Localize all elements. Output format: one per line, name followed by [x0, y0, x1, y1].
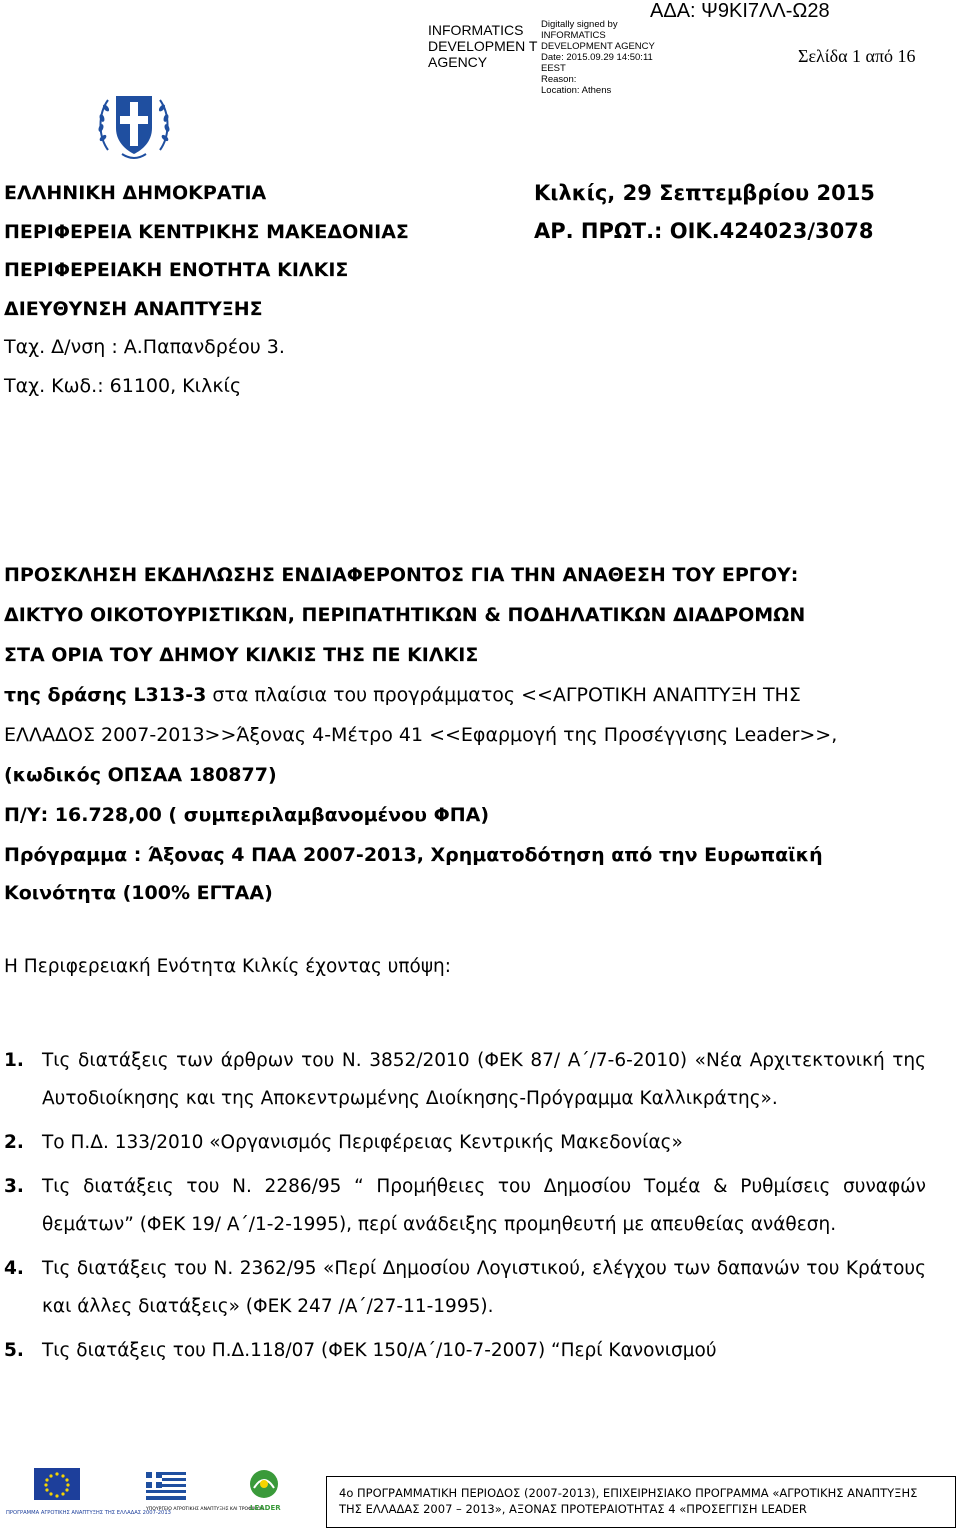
signature-line: Digitally signed by — [541, 19, 618, 30]
title-line: (κωδικός ΟΠΣΑΑ 180877) — [4, 764, 277, 786]
logo1-caption: ΠΡΟΓΡΑΜΜΑ ΑΓΡΟΤΙΚΗΣ ΑΝΑΠΤΥΞΗΣ ΤΗΣ ΕΛΛΑΔΑΣ 2007-2013 — [6, 1510, 171, 1516]
action-code: της δράσης L313-3 — [4, 684, 207, 706]
item-number: 1. — [4, 1050, 24, 1071]
invitation-title — [4, 555, 944, 911]
greek-flag-icon — [146, 1472, 186, 1500]
sender-block — [4, 174, 484, 405]
signature-line: Location: Athens — [541, 85, 612, 96]
signature-line: Date: 2015.09.29 14:50:11 — [541, 52, 653, 63]
signature-line: INFORMATICS — [541, 30, 606, 41]
signature-line: Reason: — [541, 74, 577, 85]
considering-intro: Η Περιφερειακή Ενότητα Κιλκίς έχοντας υπόψη: — [4, 956, 452, 977]
greek-emblem-icon — [94, 88, 174, 164]
logo3-caption: LEADER — [250, 1504, 281, 1512]
signer-name: INFORMATICS DEVELOPMEN T AGENCY — [428, 22, 538, 70]
sender-line: ΔΙΕΥΘΥΝΣΗ ΑΝΑΠΤΥΞΗΣ — [4, 297, 263, 320]
signature-line: EEST — [541, 63, 566, 74]
footer-line: 4ο ΠΡΟΓΡΑΜΜΑΤΙΚΗ ΠΕΡΙΟΔΟΣ (2007-2013), ΕΠΙΧΕΙΡΗΣΙΑΚΟ ΠΡΟΓΡΑΜΜΑ «ΑΓΡΟΤΙΚΗΣ ΑΝΑΠΤΥΞΗΣ — [339, 1486, 918, 1500]
list-item — [4, 1168, 926, 1244]
list-item — [4, 1124, 926, 1162]
list-item — [4, 1042, 926, 1118]
item-text: Το Π.Δ. 133/2010 «Οργανισμός Περιφέρειας Κεντρικής Μακεδονίας» — [42, 1132, 683, 1153]
eu-flag-icon — [34, 1468, 80, 1500]
date-protocol-block — [534, 174, 875, 250]
item-number: 5. — [4, 1340, 24, 1361]
title-line: ΠΡΟΣΚΛΗΣΗ ΕΚΔΗΛΩΣΗΣ ΕΝΔΙΑΦΕΡΟΝΤΟΣ ΓΙΑ ΤΗΝ ΑΝΑΘΕΣΗ ΤΟΥ ΕΡΓΟΥ: — [4, 564, 799, 586]
signature-details — [541, 19, 671, 96]
item-number: 4. — [4, 1258, 24, 1279]
budget-line: Π/Υ: 16.728,00 ( συμπεριλαμβανομένου ΦΠΑ) — [4, 804, 490, 826]
protocol-number: ΑΡ. ΠΡΩΤ.: ΟΙΚ.424023/3078 — [534, 219, 874, 243]
logo2-caption: ΥΠΟΥΡΓΕΙΟ ΑΓΡΟΤΙΚΗΣ ΑΝΑΠΤΥΞΗΣ ΚΑΙ ΤΡΟΦΙΜΩΝ — [146, 1507, 264, 1512]
item-number: 2. — [4, 1132, 24, 1153]
page-number: Σελίδα 1 από 16 — [798, 46, 916, 66]
program-line: Κοινότητα (100% ΕΓΤΑΑ) — [4, 882, 273, 904]
signature-line: DEVELOPMENT AGENCY — [541, 41, 655, 52]
program-line: Πρόγραμμα : Άξονας 4 ΠΑΑ 2007-2013, Χρηματοδότηση από την Ευρωπαϊκή — [4, 844, 823, 866]
document-date: Κιλκίς, 29 Σεπτεμβρίου 2015 — [534, 181, 875, 205]
sender-line: ΠΕΡΙΦΕΡΕΙΑΚΗ ΕΝΟΤΗΤΑ ΚΙΛΚΙΣ — [4, 259, 349, 281]
footer-line: ΤΗΣ ΕΛΛΑΔΑΣ 2007 – 2013», ΑΞΟΝΑΣ ΠΡΟΤΕΡΑΙΟΤΗΤΑΣ 4 «ΠΡΟΣΕΓΓΙΣΗ LEADER — [339, 1502, 807, 1516]
title-line — [4, 675, 944, 715]
title-line: ΔΙΚΤΥΟ ΟΙΚΟΤΟΥΡΙΣΤΙΚΩΝ, ΠΕΡΙΠΑΤΗΤΙΚΩΝ & ΠΟΔΗΛΑΤΙΚΩΝ ΔΙΑΔΡΟΜΩΝ — [4, 604, 806, 626]
title-line: ΕΛΛΑΔΟΣ 2007-2013>>Άξονας 4-Μέτρο 41 <<Εφαρμογή της Προσέγγισης Leader>>, — [4, 724, 838, 746]
title-line: ΣΤΑ ΟΡΙΑ ΤΟΥ ΔΗΜΟΥ ΚΙΛΚΙΣ ΤΗΣ ΠΕ ΚΙΛΚΙΣ — [4, 644, 479, 666]
footer-program-box — [326, 1476, 956, 1528]
list-item — [4, 1250, 926, 1326]
program-text: στα πλαίσια του προγράμματος <<ΑΓΡΟΤΙΚΗ ΑΝΑΠΤΥΞΗ ΤΗΣ — [206, 684, 801, 706]
item-text: Τις διατάξεις των άρθρων του Ν. 3852/2010 (ΦΕΚ 87/ Α΄/7-6-2010) «Νέα Αρχιτεκτονική της Αυτοδιοίκησης και της Αποκεντρωμένης Διοίκησης-Πρόγραμμα Καλλικράτης». — [42, 1050, 926, 1109]
sender-line: ΕΛΛΗΝΙΚΗ ΔΗΜΟΚΡΑΤΙΑ — [4, 182, 267, 204]
sender-line: Ταχ. Δ/νση : Α.Παπανδρέου 3. — [4, 336, 285, 358]
item-text: Τις διατάξεις του Ν. 2286/95 “ Προμήθειες του Δημοσίου Τομέα & Ρυθμίσεις συναφών θεμάτων” (ΦΕΚ 19/ Α΄/1-2-1995), περί ανάδειξης προμηθευτή με απευθείας ανάθεση. — [42, 1176, 926, 1235]
item-number: 3. — [4, 1176, 24, 1197]
sender-line: Ταχ. Κωδ.: 61100, Κιλκίς — [4, 374, 242, 397]
ada-code: ΑΔΑ: Ψ9ΚΙ7ΛΛ-Ω28 — [650, 0, 830, 22]
list-item — [4, 1332, 926, 1370]
legal-basis-list — [4, 1042, 926, 1370]
leader-logo-icon — [250, 1470, 278, 1498]
funding-logos — [6, 1466, 316, 1528]
sender-line: ΠΕΡΙΦΕΡΕΙΑ ΚΕΝΤΡΙΚΗΣ ΜΑΚΕΔΟΝΙΑΣ — [4, 220, 409, 243]
item-text: Τις διατάξεις του Π.Δ.118/07 (ΦΕΚ 150/Α΄/10-7-2007) “Περί Κανονισμού — [42, 1340, 717, 1361]
item-text: Τις διατάξεις του Ν. 2362/95 «Περί Δημοσίου Λογιστικού, ελέγχου των δαπανών του Κράτους και άλλες διατάξεις» (ΦΕΚ 247 /Α΄/27-11-1995). — [42, 1258, 926, 1317]
